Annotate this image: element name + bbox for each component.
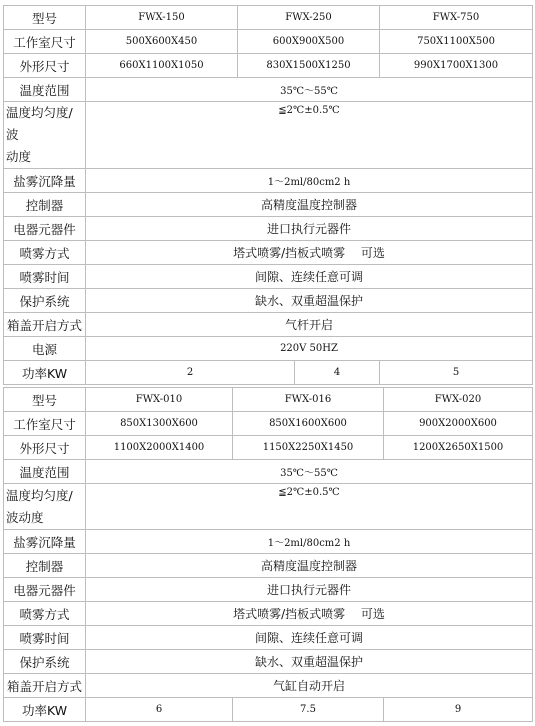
spray-mode-label: 喷雾方式	[4, 602, 86, 626]
settling-value: 1～2ml/80cm2 h	[86, 169, 533, 193]
spray-time-value: 间隙、连续任意可调	[86, 265, 533, 289]
table-row	[4, 361, 533, 385]
table-row	[4, 241, 533, 265]
lid-opening-value: 气缸自动开启	[86, 674, 533, 698]
spec-table-2	[3, 387, 533, 722]
power-label: 功率KW	[4, 361, 86, 385]
temp-range-label: 温度范围	[4, 460, 86, 484]
table-row	[4, 217, 533, 241]
table-row	[4, 674, 533, 698]
power-value: 9	[384, 698, 533, 722]
table-row	[4, 169, 533, 193]
table-row	[4, 78, 533, 102]
table-row	[4, 578, 533, 602]
electrical-value: 进口执行元器件	[86, 578, 533, 602]
power-value: 6	[86, 698, 233, 722]
outer-size-value: 830X1500X1250	[238, 54, 380, 78]
table-row	[4, 436, 533, 460]
model-name: FWX-016	[233, 388, 384, 412]
controller-label: 控制器	[4, 193, 86, 217]
outer-size-value: 1200X2650X1500	[384, 436, 533, 460]
table-row	[4, 289, 533, 313]
protection-value: 缺水、双重超温保护	[86, 289, 533, 313]
controller-label: 控制器	[4, 554, 86, 578]
table-row	[4, 388, 533, 412]
power-value: 5	[380, 361, 533, 385]
table-row	[4, 650, 533, 674]
outer-size-value: 1100X2000X1400	[86, 436, 233, 460]
protection-label: 保护系统	[4, 650, 86, 674]
chamber-size-value: 750X1100X500	[380, 30, 533, 54]
protection-value: 缺水、双重超温保护	[86, 650, 533, 674]
table-row	[4, 193, 533, 217]
spray-mode-label: 喷雾方式	[4, 241, 86, 265]
table-row	[4, 313, 533, 337]
protection-label: 保护系统	[4, 289, 86, 313]
uniformity-value: ≦2℃±0.5℃	[86, 484, 533, 530]
table-row	[4, 554, 533, 578]
chamber-size-value: 850X1300X600	[86, 412, 233, 436]
model-name: FWX-250	[238, 6, 380, 30]
model-name: FWX-010	[86, 388, 233, 412]
chamber-size-value: 850X1600X600	[233, 412, 384, 436]
lid-opening-value: 气杆开启	[86, 313, 533, 337]
electrical-label: 电器元器件	[4, 217, 86, 241]
power-supply-label: 电源	[4, 337, 86, 361]
outer-size-value: 660X1100X1050	[86, 54, 238, 78]
spray-mode-value: 塔式喷雾/挡板式喷雾 可选	[86, 241, 533, 265]
power-value: 2	[86, 361, 295, 385]
temp-range-value: 35℃～55℃	[86, 78, 533, 102]
spray-mode-value: 塔式喷雾/挡板式喷雾 可选	[86, 602, 533, 626]
chamber-size-label: 工作室尺寸	[4, 412, 86, 436]
table-row	[4, 460, 533, 484]
power-label: 功率KW	[4, 698, 86, 722]
table-row	[4, 626, 533, 650]
table-row	[4, 54, 533, 78]
lid-opening-label: 箱盖开启方式	[4, 674, 86, 698]
chamber-size-value: 600X900X500	[238, 30, 380, 54]
table-row	[4, 412, 533, 436]
table-row	[4, 602, 533, 626]
settling-label: 盐雾沉降量	[4, 169, 86, 193]
model-label: 型号	[4, 6, 86, 30]
table-row	[4, 698, 533, 722]
table-row	[4, 337, 533, 361]
spray-time-label: 喷雾时间	[4, 265, 86, 289]
chamber-size-value: 900X2000X600	[384, 412, 533, 436]
model-name: FWX-750	[380, 6, 533, 30]
outer-size-value: 1150X2250X1450	[233, 436, 384, 460]
controller-value: 高精度温度控制器	[86, 554, 533, 578]
table-row	[4, 30, 533, 54]
temp-range-value: 35℃～55℃	[86, 460, 533, 484]
table-row	[4, 6, 533, 30]
table-row	[4, 265, 533, 289]
spray-time-label: 喷雾时间	[4, 626, 86, 650]
settling-value: 1～2ml/80cm2 h	[86, 530, 533, 554]
model-label: 型号	[4, 388, 86, 412]
outer-size-value: 990X1700X1300	[380, 54, 533, 78]
controller-value: 高精度温度控制器	[86, 193, 533, 217]
chamber-size-label: 工作室尺寸	[4, 30, 86, 54]
settling-label: 盐雾沉降量	[4, 530, 86, 554]
electrical-label: 电器元器件	[4, 578, 86, 602]
chamber-size-value: 500X600X450	[86, 30, 238, 54]
outer-size-label: 外形尺寸	[4, 436, 86, 460]
uniformity-label: 温度均匀度/波 动度	[4, 102, 86, 169]
power-value: 7.5	[233, 698, 384, 722]
temp-range-label: 温度范围	[4, 78, 86, 102]
outer-size-label: 外形尺寸	[4, 54, 86, 78]
spray-time-value: 间隙、连续任意可调	[86, 626, 533, 650]
spec-table-1	[3, 5, 533, 385]
model-name: FWX-020	[384, 388, 533, 412]
table-row	[4, 484, 533, 530]
uniformity-value: ≦2℃±0.5℃	[86, 102, 533, 169]
electrical-value: 进口执行元器件	[86, 217, 533, 241]
uniformity-label: 温度均匀度/ 波动度	[4, 484, 86, 530]
table-row	[4, 102, 533, 169]
lid-opening-label: 箱盖开启方式	[4, 313, 86, 337]
power-supply-value: 220V 50HZ	[86, 337, 533, 361]
power-value: 4	[295, 361, 380, 385]
model-name: FWX-150	[86, 6, 238, 30]
table-row	[4, 530, 533, 554]
